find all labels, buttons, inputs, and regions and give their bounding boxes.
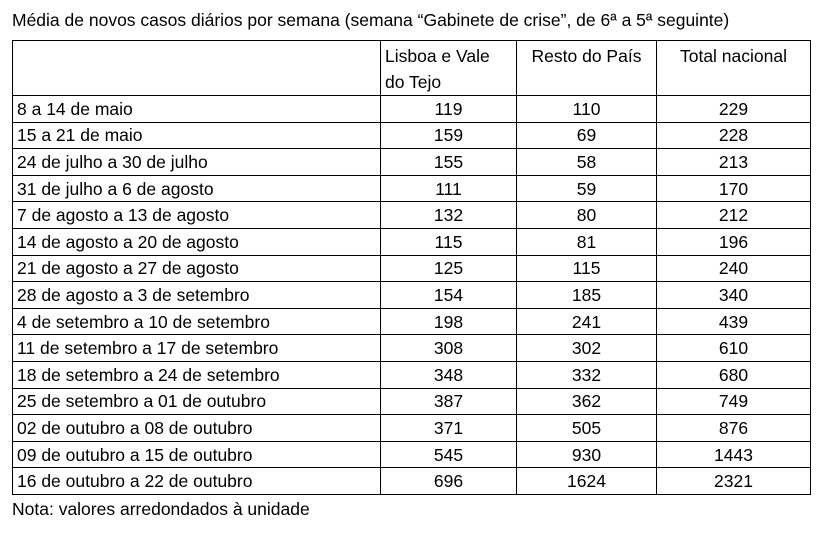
table-title: Média de novos casos diários por semana (semana “Gabinete de crise”, de 6ª a 5ª seguinte) [12,10,730,30]
cell-lvt: 371 [381,415,517,442]
footnote: Nota: valores arredondados à unidade [12,499,310,519]
cell-lvt: 308 [381,335,517,362]
cell-lvt: 545 [381,441,517,468]
cell-lvt: 387 [381,388,517,415]
header-row [13,41,811,96]
cell-total: 680 [657,361,811,388]
cell-total: 876 [657,415,811,442]
cell-total: 340 [657,282,811,309]
header-resto: Resto do País [517,41,657,96]
cell-resto: 505 [517,415,657,442]
cell-total: 2321 [657,468,811,495]
cell-total: 212 [657,202,811,229]
table-row [13,202,811,229]
cell-lvt: 132 [381,202,517,229]
cell-week: 8 a 14 de maio [13,96,381,123]
cell-total: 228 [657,122,811,149]
cell-total: 1443 [657,441,811,468]
cell-resto: 185 [517,282,657,309]
cell-total: 229 [657,96,811,123]
table-row [13,149,811,176]
table-body [13,96,811,495]
table-row [13,361,811,388]
table-row [13,255,811,282]
cell-week: 09 de outubro a 15 de outubro [13,441,381,468]
cell-week: 16 de outubro a 22 de outubro [13,468,381,495]
cell-resto: 1624 [517,468,657,495]
cell-resto: 80 [517,202,657,229]
cell-week: 31 de julho a 6 de agosto [13,175,381,202]
table-row [13,388,811,415]
cell-lvt: 154 [381,282,517,309]
cell-week: 28 de agosto a 3 de setembro [13,282,381,309]
cell-week: 4 de setembro a 10 de setembro [13,308,381,335]
cell-total: 439 [657,308,811,335]
cell-week: 25 de setembro a 01 de outubro [13,388,381,415]
cell-week: 02 de outubro a 08 de outubro [13,415,381,442]
cell-lvt: 155 [381,149,517,176]
cell-week: 14 de agosto a 20 de agosto [13,228,381,255]
cell-week: 18 de setembro a 24 de setembro [13,361,381,388]
cell-resto: 241 [517,308,657,335]
cell-week: 7 de agosto a 13 de agosto [13,202,381,229]
table-row [13,122,811,149]
cell-lvt: 198 [381,308,517,335]
cell-lvt: 159 [381,122,517,149]
table-header [13,41,811,96]
cases-table [12,40,811,495]
cell-week: 21 de agosto a 27 de agosto [13,255,381,282]
cell-lvt: 696 [381,468,517,495]
cell-lvt: 111 [381,175,517,202]
cell-lvt: 348 [381,361,517,388]
cell-resto: 930 [517,441,657,468]
table-row [13,335,811,362]
table-row [13,96,811,123]
cell-resto: 332 [517,361,657,388]
cell-total: 240 [657,255,811,282]
cell-resto: 362 [517,388,657,415]
cell-resto: 59 [517,175,657,202]
cell-total: 170 [657,175,811,202]
table-row [13,415,811,442]
cell-total: 196 [657,228,811,255]
table-row [13,441,811,468]
cell-resto: 58 [517,149,657,176]
cell-resto: 69 [517,122,657,149]
cell-resto: 115 [517,255,657,282]
cell-week: 11 de setembro a 17 de setembro [13,335,381,362]
cell-total: 610 [657,335,811,362]
cell-lvt: 119 [381,96,517,123]
header-week [13,41,381,96]
table-row [13,282,811,309]
cell-week: 24 de julho a 30 de julho [13,149,381,176]
cell-week: 15 a 21 de maio [13,122,381,149]
header-total: Total nacional [657,41,811,96]
cell-resto: 302 [517,335,657,362]
header-lvt: Lisboa e Vale do Tejo [381,41,517,96]
cell-total: 213 [657,149,811,176]
table-row [13,175,811,202]
cell-lvt: 125 [381,255,517,282]
table-row [13,228,811,255]
cell-total: 749 [657,388,811,415]
table-row [13,468,811,495]
cell-lvt: 115 [381,228,517,255]
cell-resto: 81 [517,228,657,255]
table-row [13,308,811,335]
cell-resto: 110 [517,96,657,123]
